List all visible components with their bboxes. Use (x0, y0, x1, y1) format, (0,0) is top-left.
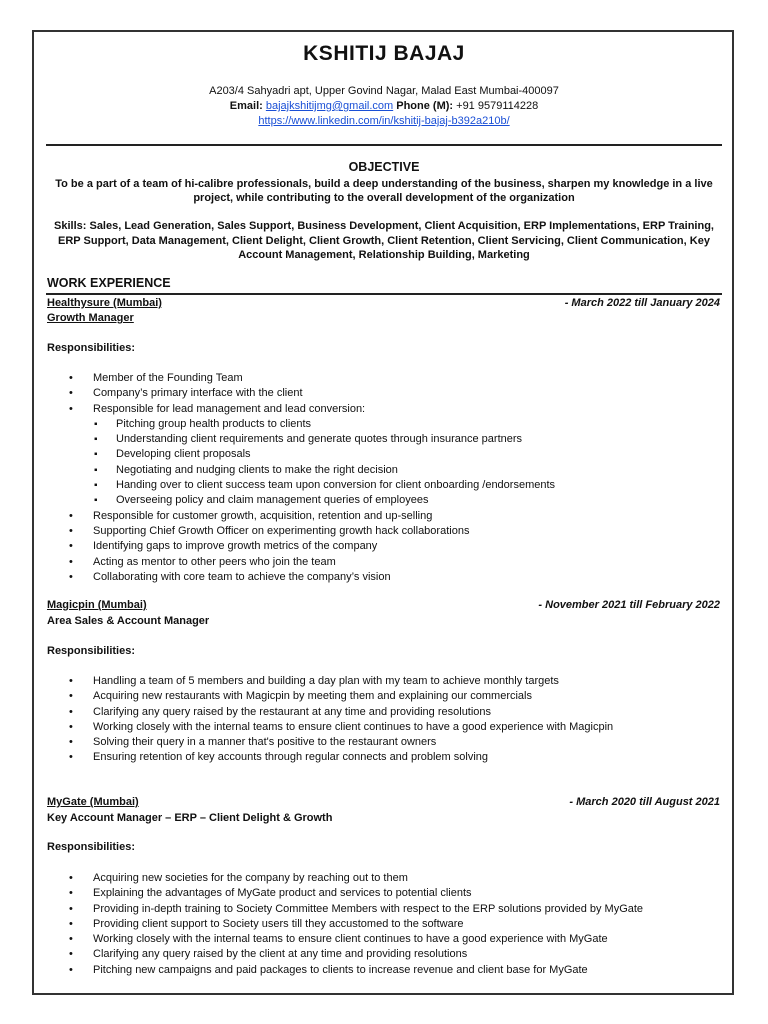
job-company: MyGate (Mumbai) (47, 796, 139, 808)
list-item: • Ensuring retention of key accounts through regular connects and problem solving (47, 750, 613, 765)
responsibilities-list (47, 674, 613, 766)
list-item: • Collaborating with core team to achieve the company’s vision (47, 570, 555, 585)
list-item: • Clarifying any query raised by the restaurant at any time and providing resolutions (47, 705, 613, 720)
header-divider (46, 144, 722, 146)
address: A203/4 Sahyadri apt, Upper Govind Nagar, Malad East Mumbai-400097 (209, 85, 559, 97)
job-dates: - March 2020 till August 2021 (569, 796, 720, 808)
responsibilities-label: Responsibilities: (47, 841, 136, 853)
work-divider (46, 293, 722, 295)
job-company: Magicpin (Mumbai) (47, 599, 147, 611)
list-item: • Supporting Chief Growth Officer on experimenting growth hack collaborations (47, 524, 555, 539)
list-item: • Providing client support to Society users till they accustomed to the software (47, 917, 643, 932)
phone-number: +91 9579114228 (456, 100, 539, 112)
job-role: Area Sales & Account Manager (47, 615, 210, 627)
skills-line-2: ERP Support, Data Management, Client Delight, Client Growth, Client Retention, Client Servicing, Client Communication, Key (58, 235, 710, 247)
sub-list-item: ▪ Handing over to client success team upon conversion for client onboarding /endorsements (47, 478, 555, 493)
list-item: • Identifying gaps to improve growth metrics of the company (47, 539, 555, 554)
list-item: • Working closely with the internal teams to ensure client continues to have a good experience with Magicpin (47, 720, 613, 735)
linkedin-line (36, 114, 732, 128)
job-company: Healthysure (Mumbai) (47, 297, 162, 309)
skills-line-3: Account Management, Relationship Building, Marketing (238, 249, 530, 261)
email-link[interactable]: bajajkshitijmg@gmail.com (265, 100, 394, 112)
sub-list-item: ▪ Developing client proposals (47, 447, 555, 462)
list-item: • Member of the Founding Team (47, 371, 555, 386)
list-item: • Clarifying any query raised by the client at any time and providing resolutions (47, 947, 643, 962)
list-item: • Responsible for customer growth, acquisition, retention and up-selling (47, 509, 555, 524)
responsibilities-list (47, 871, 643, 978)
job-role: Growth Manager (47, 312, 134, 324)
list-item: • Pitching new campaigns and paid packages to clients to increase revenue and client base for MyGate (47, 963, 643, 978)
work-experience-title: WORK EXPERIENCE (47, 276, 171, 290)
responsibilities-label: Responsibilities: (47, 342, 136, 354)
list-item: • Providing in-depth training to Society Committee Members with respect to the ERP solutions provided by MyGate (47, 902, 643, 917)
responsibilities-label: Responsibilities: (47, 645, 136, 657)
list-item: • Acquiring new societies for the company by reaching out to them (47, 871, 643, 886)
job-dates: - November 2021 till February 2022 (538, 599, 720, 611)
candidate-name: KSHITIJ BAJAJ (303, 42, 465, 65)
objective-title: OBJECTIVE (348, 160, 420, 174)
sub-list-item: ▪ Negotiating and nudging clients to make the right decision (47, 463, 555, 478)
linkedin-link[interactable]: https://www.linkedin.com/in/kshitij-bajaj-b392a210b/ (258, 115, 510, 127)
responsibilities-list (47, 371, 555, 585)
sub-list-item: ▪ Understanding client requirements and generate quotes through insurance partners (47, 432, 555, 447)
list-item: • Acquiring new restaurants with Magicpin by meeting them and explaining our commercials (47, 689, 613, 704)
objective-line-2: project, while contributing to the overall development of the organization (193, 192, 575, 204)
phone-label: Phone (M): (396, 100, 454, 112)
list-item: • Company’s primary interface with the client (47, 386, 555, 401)
sub-list-item: ▪ Overseeing policy and claim management queries of employees (47, 493, 555, 508)
job-role: Key Account Manager – ERP – Client Delight & Growth (47, 812, 333, 824)
list-item: • Responsible for lead management and lead conversion: (47, 402, 555, 417)
contact-line (36, 99, 732, 113)
job-dates: - March 2022 till January 2024 (564, 297, 720, 309)
email-label: Email: (229, 100, 263, 112)
list-item: • Working closely with the internal teams to ensure client continues to have a good experience with MyGate (47, 932, 643, 947)
skills-line-1: Skills: Sales, Lead Generation, Sales Support, Business Development, Client Acquisition, ERP Implementations, ERP Training, (54, 220, 714, 232)
list-item: • Acting as mentor to other peers who join the team (47, 555, 555, 570)
sub-list-item: ▪ Pitching group health products to clients (47, 417, 555, 432)
list-item: • Handling a team of 5 members and building a day plan with my team to achieve monthly targets (47, 674, 613, 689)
list-item: • Solving their query in a manner that's positive to the restaurant owners (47, 735, 613, 750)
list-item: • Explaining the advantages of MyGate product and services to potential clients (47, 886, 643, 901)
objective-line-1: To be a part of a team of hi-calibre professionals, build a deep understanding of the business, sharpen my knowledge in a live (55, 178, 713, 190)
